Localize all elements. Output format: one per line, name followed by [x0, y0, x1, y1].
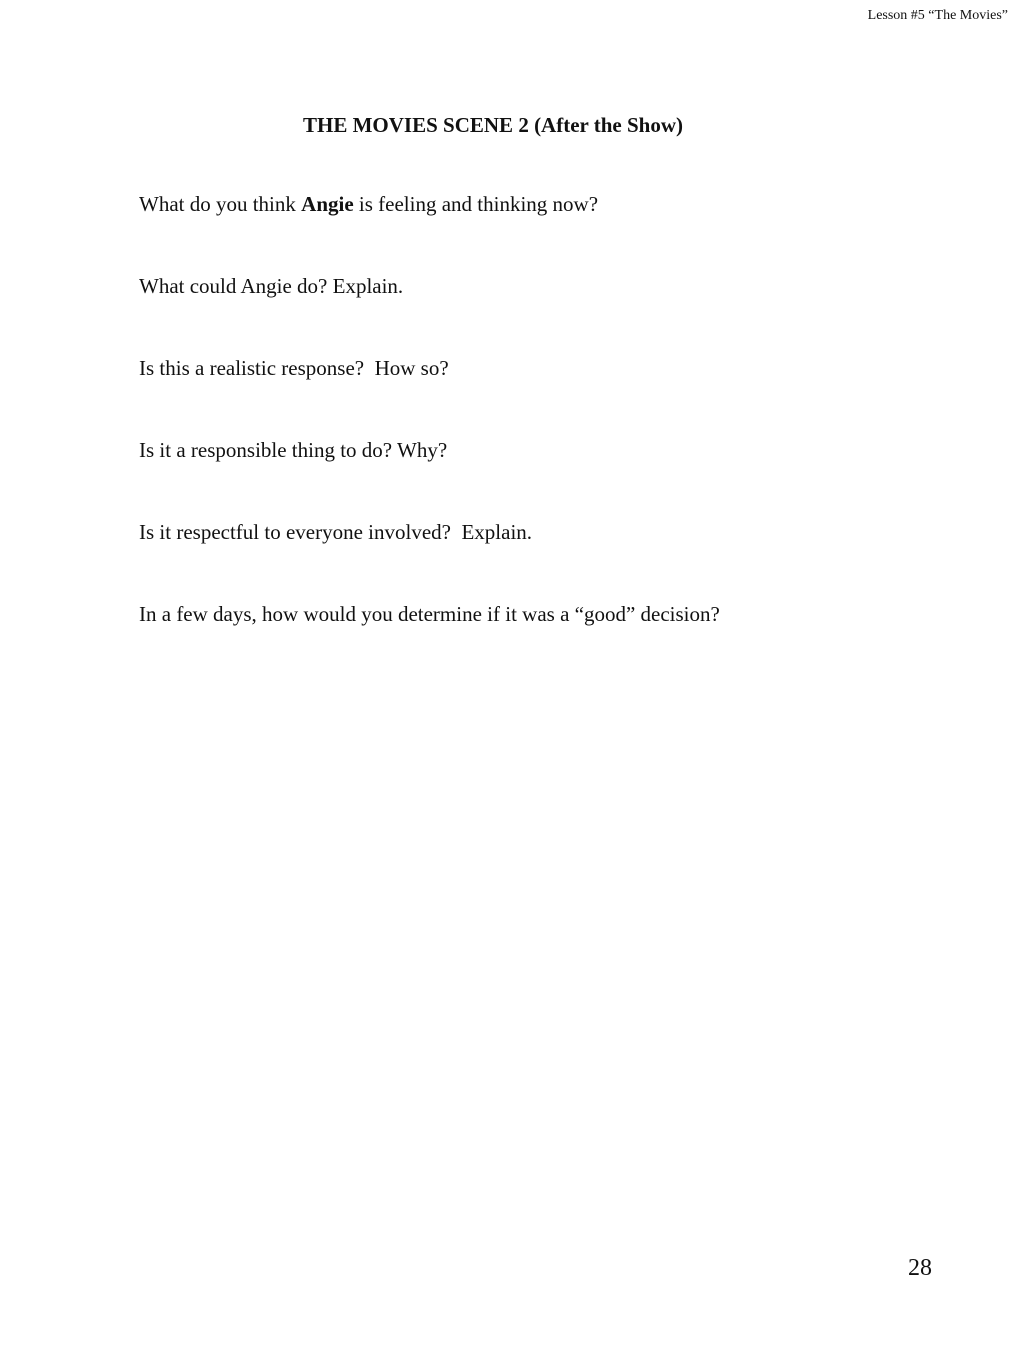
- question-6: In a few days, how would you determine if it was a “good” decision?: [139, 602, 720, 626]
- question-1-text-after: is feeling and thinking now?: [353, 192, 599, 216]
- question-4: Is it a responsible thing to do? Why?: [139, 438, 448, 462]
- question-1-emphasis: Angie: [301, 192, 354, 216]
- question-2: What could Angie do? Explain.: [139, 274, 404, 298]
- page-number: 28: [908, 1255, 932, 1281]
- running-header: Lesson #5 “The Movies”: [867, 8, 1008, 23]
- page-title: THE MOVIES SCENE 2 (After the Show): [303, 113, 683, 137]
- question-1-text-before: What do you think: [139, 192, 302, 216]
- question-5: Is it respectful to everyone involved? Explain.: [139, 520, 533, 544]
- question-1: [139, 191, 598, 217]
- question-3: Is this a realistic response? How so?: [139, 356, 449, 380]
